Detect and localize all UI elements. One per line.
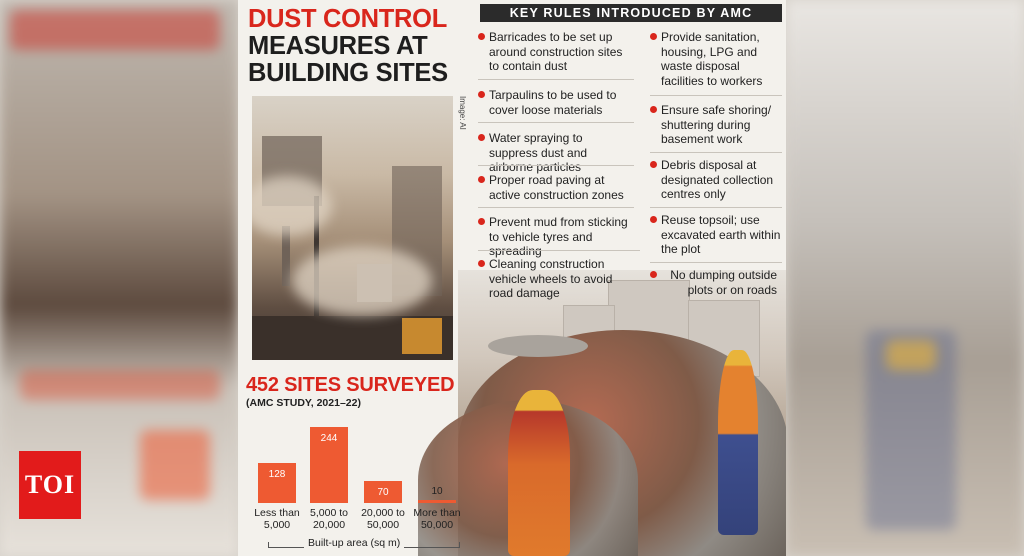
rule-item [650,103,782,147]
demolition-scene-image [458,270,786,556]
rule-text: Barricades to be set up around construction sites to contain dust [489,30,623,73]
toi-logo-text: TOI [24,470,76,499]
rule-text: Debris disposal at designated collection centres only [661,158,774,201]
rule-item [478,131,634,174]
title-line-1: DUST CONTROL [248,5,447,33]
rule-text: Prevent mud from sticking to vehicle tyres and spreading [489,215,628,258]
construction-site-photo [252,96,453,360]
bar-4 [418,500,456,503]
rule-item [478,257,634,301]
bullet-icon [478,218,485,225]
rule-item [650,30,782,88]
main-title [248,6,448,87]
bullet-icon [650,33,657,40]
rule-text: Reuse topsoil; use excavated earth within the plot [661,213,781,256]
bar-value-label: 128 [268,469,286,480]
rule-item [650,268,782,298]
bullet-icon [650,161,657,168]
bar-category-label: 5,000 to 20,000 [310,507,348,531]
rule-text: Water spraying to suppress dust and airborne particles [489,131,588,174]
bar-value-label: 10 [431,486,443,497]
rules-heading: KEY RULES INTRODUCED BY AMC [480,4,782,22]
bar-category-label: 20,000 to 50,000 [361,507,405,531]
bar-category-label: More than 50,000 [413,507,461,531]
survey-title: 452 SITES SURVEYED [246,374,455,396]
bar-category-label: Less than 5,000 [254,507,300,531]
rule-text: Proper road paving at active construction zones [489,173,624,202]
rule-item [650,213,782,257]
bullet-icon [478,134,485,141]
rule-item [650,158,782,202]
title-line-3: BUILDING SITES [248,59,448,87]
survey-subtitle: (AMC STUDY, 2021–22) [246,397,361,409]
rule-text: Ensure safe shoring/ shuttering during basement work [661,103,772,146]
rule-item [478,30,634,76]
rule-text: No dumping outside plots or on roads [670,268,777,297]
rule-item [478,88,634,118]
rule-text: Cleaning construction vehicle wheels to avoid road damage [489,257,613,300]
bullet-icon [478,33,485,40]
bullet-icon [478,91,485,98]
chart-xlabel: Built-up area (sq m) [304,537,404,549]
rule-item [478,215,640,258]
rule-text: Tarpaulins to be used to cover loose materials [489,88,617,117]
image-credit: Image: AI [458,96,467,130]
bullet-icon [650,106,657,113]
bar-value-label: 244 [320,433,338,444]
blurred-background-right [786,0,1024,556]
rule-item [478,173,634,203]
bar-value-label: 70 [377,487,389,498]
toi-logo [19,451,81,519]
rule-text: Provide sanitation, housing, LPG and waste disposal facilities to workers [661,30,763,88]
bullet-icon [478,260,485,267]
bullet-icon [650,216,657,223]
title-line-2: MEASURES AT [248,32,428,60]
bullet-icon [478,176,485,183]
infographic-panel [238,0,786,556]
bullet-icon [650,271,657,278]
